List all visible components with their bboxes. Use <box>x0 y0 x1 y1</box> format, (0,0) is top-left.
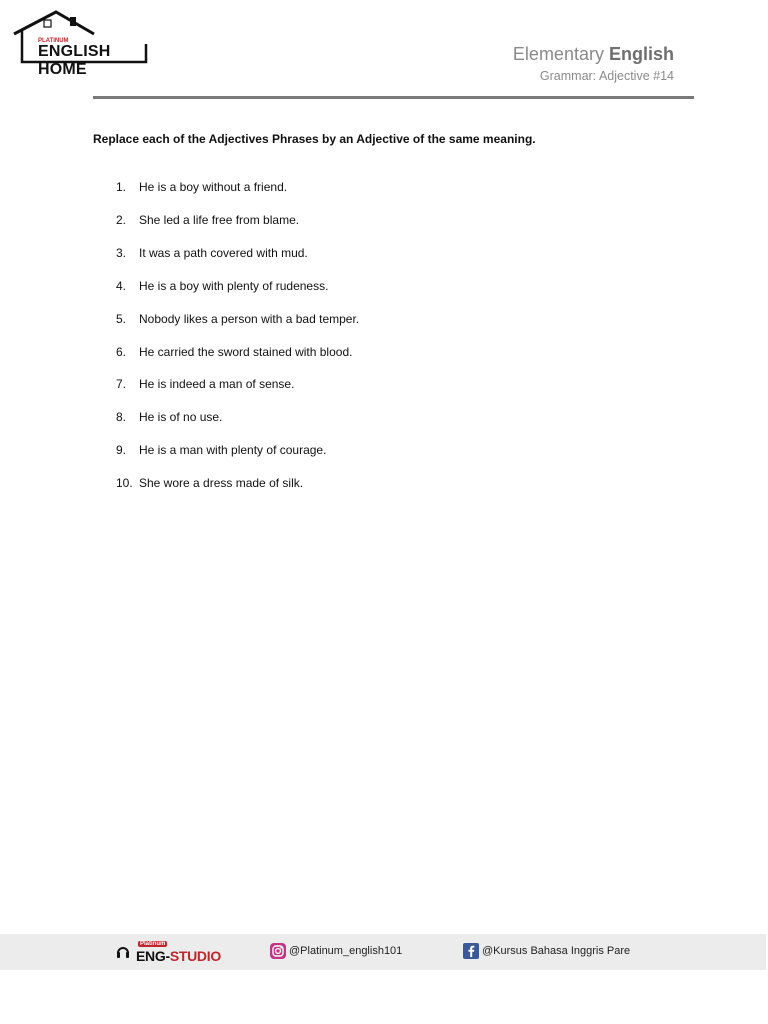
item-number: 5. <box>116 312 127 326</box>
footer-bar <box>0 934 766 970</box>
studio-name <box>136 948 221 964</box>
item-number: 2. <box>116 213 127 227</box>
item-text: It was a path covered with mud. <box>139 246 308 260</box>
page-subtitle: Grammar: Adjective #14 <box>539 69 674 83</box>
item-number: 8. <box>116 410 127 424</box>
instagram-icon <box>269 942 287 960</box>
facebook-handle: @Kursus Bahasa Inggris Pare <box>482 945 631 957</box>
item-number: 4. <box>116 279 127 293</box>
studio-tag: Platinum <box>140 941 166 947</box>
item-text: He is a boy with plenty of rudeness. <box>139 279 329 293</box>
page-title <box>513 44 674 65</box>
title-bold: English <box>608 44 674 64</box>
item-number: 7. <box>116 377 127 391</box>
logo-tagline: PLATINUM <box>38 38 69 44</box>
item-number: 1. <box>116 180 127 194</box>
eng-studio-logo <box>114 940 221 964</box>
facebook-icon <box>462 942 480 960</box>
logo-text: ENGLISH HOME <box>38 43 111 78</box>
header-divider <box>93 96 694 99</box>
instagram-handle: @Platinum_english101 <box>289 945 403 957</box>
item-number: 9. <box>116 443 127 457</box>
title-light: Elementary <box>512 44 604 64</box>
item-number: 10. <box>116 476 133 490</box>
studio-part-1: ENG- <box>136 948 170 964</box>
english-home-logo <box>10 8 150 78</box>
item-text: He is a man with plenty of courage. <box>139 443 327 457</box>
item-text: He is of no use. <box>139 410 223 424</box>
item-number: 6. <box>116 345 127 359</box>
instruction-text: Replace each of the Adjectives Phrases by an Adjective of the same meaning. <box>93 132 536 146</box>
item-number: 3. <box>116 246 127 260</box>
item-text: She wore a dress made of silk. <box>139 476 304 490</box>
headphones-icon <box>116 944 130 960</box>
item-text: Nobody likes a person with a bad temper. <box>139 312 360 326</box>
item-text: He carried the sword stained with blood. <box>139 345 353 359</box>
item-text: He is indeed a man of sense. <box>139 377 295 391</box>
studio-part-2: STUDIO <box>169 948 221 964</box>
item-text: She led a life free from blame. <box>139 213 300 227</box>
item-text: He is a boy without a friend. <box>139 180 288 194</box>
